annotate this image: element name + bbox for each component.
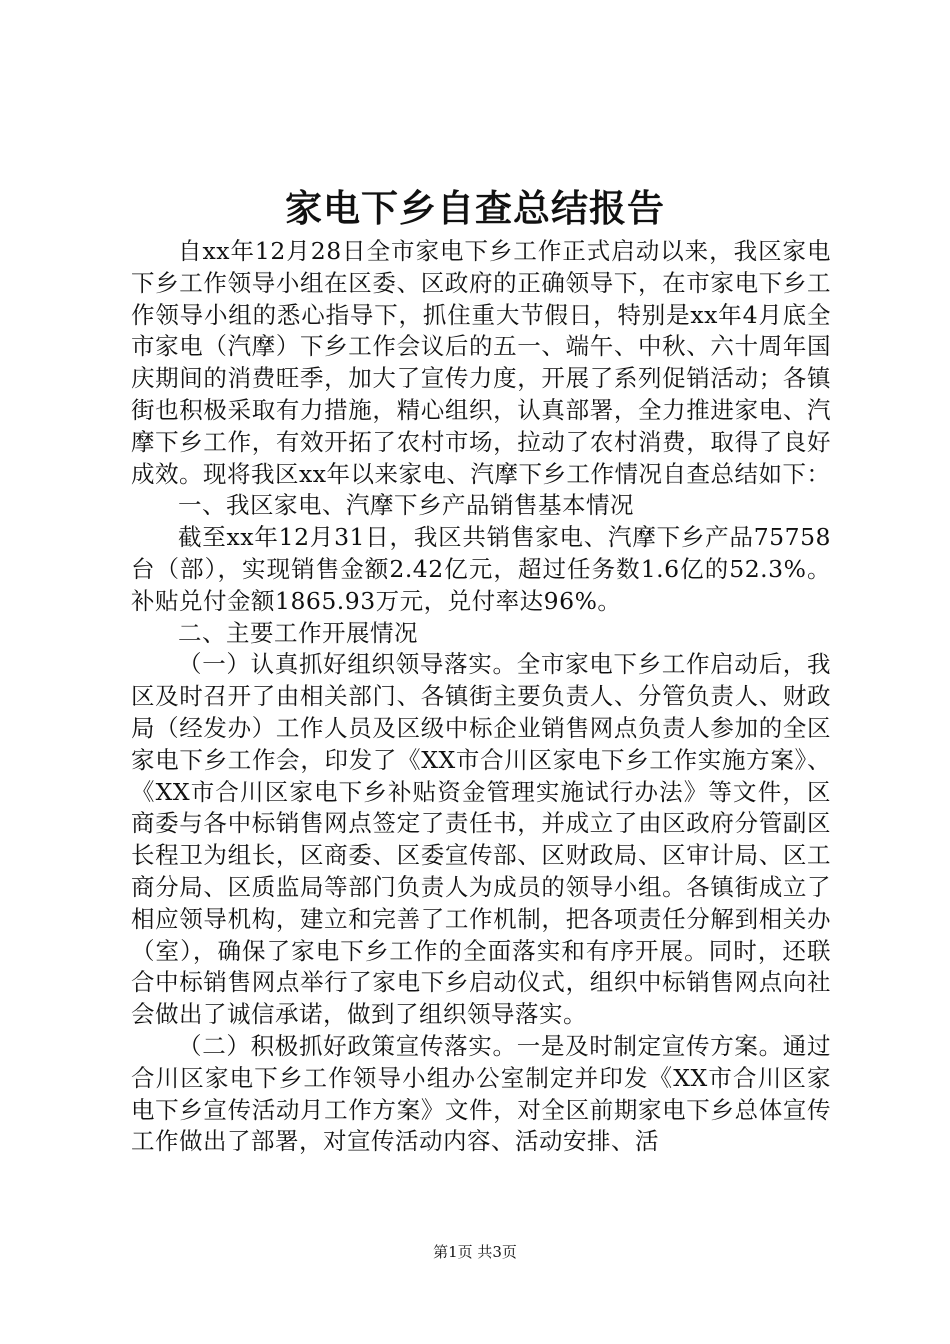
intro-paragraph: 自xx年12月28日全市家电下乡工作正式启动以来，我区家电下乡工作领导小组在区委、区政府的正确领导下，在市家电下乡工作领导小组的悉心指导下，抓住重大节假日，特别是xx年4月底全市家电（汽摩）下乡工作会议后的五一、端午、中秋、六十周年国庆期间的消费旺季，加大了宣传力度，开展了系列促销活动；各镇街也积极采取有力措施，精心组织，认真部署，全力推进家电、汽摩下乡工作，有效开拓了农村市场，拉动了农村消费，取得了良好成效。现将我区xx年以来家电、汽摩下乡工作情况自查总结如下： <box>131 237 831 488</box>
document-title: 家电下乡自查总结报告 <box>285 186 665 230</box>
publicity-paragraph: （二）积极抓好政策宣传落实。一是及时制定宣传方案。通过合川区家电下乡工作领导小组办公室制定并印发《XX市合川区家电下乡宣传活动月工作方案》文件，对全区前期家电下乡总体宣传工作做出了部署，对宣传活动内容、活动安排、活 <box>131 1031 831 1156</box>
organization-paragraph: （一）认真抓好组织领导落实。全市家电下乡工作启动后，我区及时召开了由相关部门、各镇街主要负责人、分管负责人、财政局（经发办）工作人员及区级中标企业销售网点负责人参加的全区家电下乡工作会，印发了《XX市合川区家电下乡工作实施方案》、《XX市合川区家电下乡补贴资金管理实施试行办法》等文件，区商委与各中标销售网点签定了责任书，并成立了由区政府分管副区长程卫为组长，区商委、区委宣传部、区财政局、区审计局、区工商分局、区质监局等部门负责人为成员的领导小组。各镇街成立了相应领导机构，建立和完善了工作机制，把各项责任分解到相关办（室），确保了家电下乡工作的全面落实和有序开展。同时，还联合中标销售网点举行了家电下乡启动仪式，组织中标销售网点向社会做出了诚信承诺，做到了组织领导落实。 <box>131 650 831 1029</box>
page-footer: 第1页 共3页 <box>433 1243 517 1261</box>
section-heading-2: 二、主要工作开展情况 <box>178 618 418 647</box>
section-heading-1: 一、我区家电、汽摩下乡产品销售基本情况 <box>178 491 634 520</box>
sales-paragraph: 截至xx年12月31日，我区共销售家电、汽摩下乡产品75758台（部），实现销售金额2.42亿元，超过任务数1.6亿的52.3%。补贴兑付金额1865.93万元，兑付率达96%。 <box>131 523 831 615</box>
document-body <box>131 236 831 1158</box>
